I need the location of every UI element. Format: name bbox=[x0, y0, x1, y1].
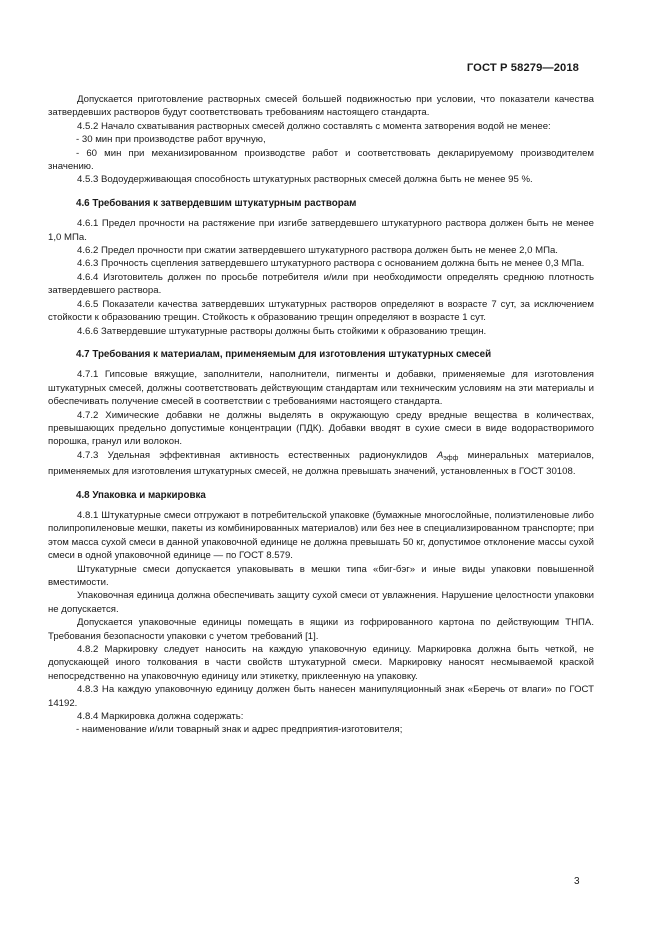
paragraph: 4.6.6 Затвердевшие штукатурные растворы должны быть стойкими к образованию трещин. bbox=[77, 325, 487, 337]
paragraph: Допускается приготовление растворных смесей большей подвижностью при условии, что показатели качества затвердевших растворов будут соответствовать требованиям настоящего стандарта. bbox=[48, 94, 594, 119]
standard-designation: ГОСТ Р 58279—2018 bbox=[466, 62, 579, 74]
list-item: - 30 мин при производстве работ вручную, bbox=[76, 134, 266, 146]
paragraph: 4.7.2 Химические добавки не должны выделять в окружающую среду вредные вещества в количествах, превышающих предельно допустимые концентрации (ПДК). Добавки вводят в сухие смеси в виде водорастворимого порошка, гранул или волокон. bbox=[48, 409, 594, 448]
paragraph: 4.8.4 Маркировка должна содержать: bbox=[77, 711, 244, 723]
paragraph: 4.6.2 Предел прочности при сжатии затвердевшего штукатурного раствора должен быть не менее 2,0 МПа. bbox=[77, 245, 558, 257]
paragraph bbox=[48, 449, 594, 479]
list-item: - 60 мин при механизированном производстве работ и соответствовать декларируемому производителем значению. bbox=[48, 147, 594, 173]
paragraph: 4.8.3 На каждую упаковочную единицу должен быть нанесен манипуляционный знак «Беречь от влаги» по ГОСТ 14192. bbox=[48, 684, 594, 709]
paragraph: 4.8.2 Маркировку следует наносить на каждую упаковочную единицу. Маркировка должна быть четкой, не допускающей иного толкования в части свойств штукатурной смеси. Маркировку наносят несмываемой краской непосредственно на упаковочную единицу или этикетку, приклеенную на упаковку. bbox=[48, 644, 594, 682]
paragraph: 4.8.1 Штукатурные смеси отгружают в потребительской упаковке (бумажные многослойные, полиэтиленовые либо полипропиленовые мешки, пакеты из комбинированных материалов) или без нее в специализированном транспорте; при этом масса сухой смеси в данной упаковочной единице не должна превышать 50 кг, допустимое отклонение массы сухой смеси в одной упаковочной единице — по ГОСТ 8.579. bbox=[48, 509, 594, 562]
paragraph: 4.6.3 Прочность сцепления затвердевшего штукатурного раствора с основанием должна быть не менее 0,3 МПа. bbox=[77, 258, 585, 270]
paragraph: 4.6.4 Изготовитель должен по просьбе потребителя и/или при необходимости определять среднюю плотность затвердевшего раствора. bbox=[48, 271, 594, 297]
paragraph: 4.7.1 Гипсовые вяжущие, заполнители, наполнители, пигменты и добавки, применяемые для изготовления штукатурных смесей, должны соответствовать действующим стандартам или техническим условиям на эти материалы и обеспечивать получение смесей в соответствии с требованиями настоящего стандарта. bbox=[48, 369, 594, 408]
activity-symbol: A bbox=[436, 449, 444, 461]
activity-subscript: эфф bbox=[443, 454, 459, 462]
page-number: 3 bbox=[574, 876, 580, 887]
paragraph: 4.6.5 Показатели качества затвердевших штукатурных растворов определяют в возрасте 7 сут, за исключением стойкости к образованию трещин. Стойкость к образованию трещин определяют в возрасте 1 сут. bbox=[48, 298, 594, 324]
text-run: минеральных материалов, применяемых для изготовления штукатурных смесей, не должна превышать значений, установленных в ГОСТ 30108. bbox=[48, 449, 594, 478]
list-item: - наименование и/или товарный знак и адрес предприятия-изготовителя; bbox=[76, 724, 403, 736]
section-heading: 4.6 Требования к затвердевшим штукатурным растворам bbox=[76, 197, 357, 209]
paragraph: Допускается упаковочные единицы помещать в ящики из гофрированного картона по действующим ТНПА. Требования безопасности упаковки с учетом требований [1]. bbox=[48, 617, 594, 642]
section-heading: 4.7 Требования к материалам, применяемым для изготовления штукатурных смесей bbox=[76, 348, 492, 360]
document-body bbox=[48, 93, 594, 737]
paragraph: 4.5.3 Водоудерживающая способность штукатурных растворных смесей должна быть не менее 95 %. bbox=[77, 174, 533, 186]
paragraph: 4.6.1 Предел прочности на растяжение при изгибе затвердевшего штукатурного раствора должен быть не менее 1,0 МПа. bbox=[48, 218, 594, 243]
paragraph: 4.5.2 Начало схватывания растворных смесей должно составлять с момента затворения водой не менее: bbox=[77, 120, 551, 132]
paragraph: Штукатурные смеси допускается упаковывать в мешки типа «биг-бэг» и иные виды упаковки повышенной вместимости. bbox=[48, 563, 594, 588]
paragraph: Упаковочная единица должна обеспечивать защиту сухой смеси от увлажнения. Нарушение целостности упаковки не допускается. bbox=[48, 590, 594, 615]
text-run: 4.7.3 Удельная эффективная активность естественных радионуклидов bbox=[77, 449, 437, 461]
section-heading: 4.8 Упаковка и маркировка bbox=[76, 489, 206, 501]
